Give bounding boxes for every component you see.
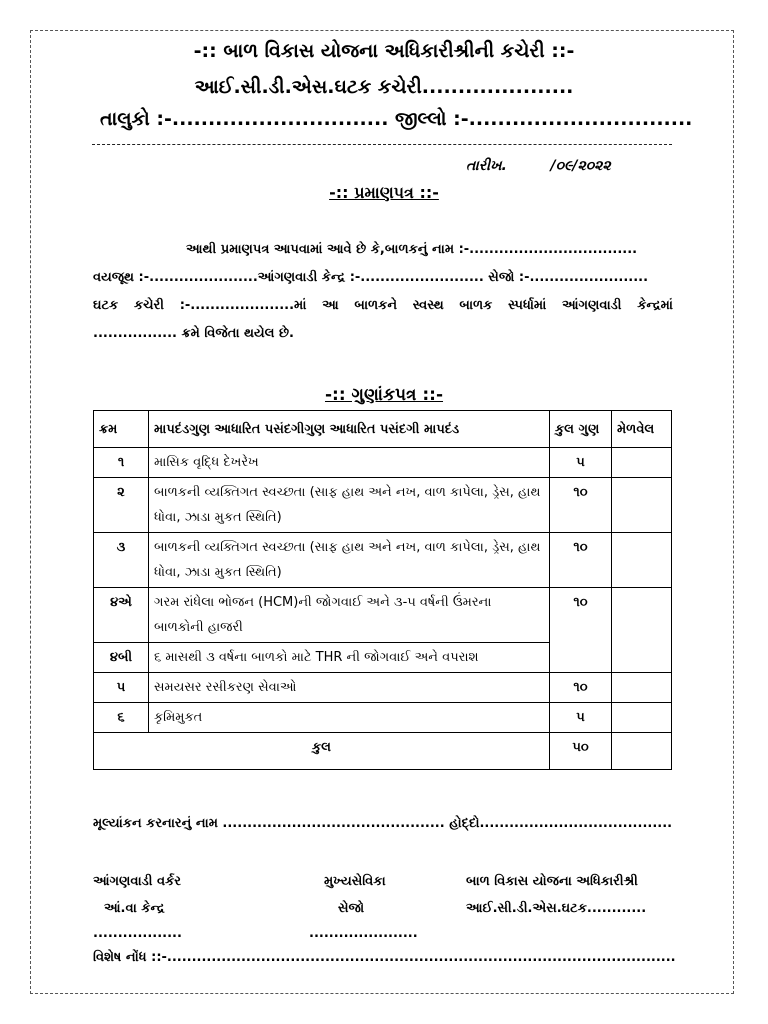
table-row (94, 448, 672, 478)
certificate-heading: -:: પ્રમાણપત્ર ::- (329, 183, 439, 202)
supervisor-sejo: સેજો (338, 901, 365, 916)
table-header-row (94, 411, 672, 448)
row-serial: ૪બી (94, 643, 149, 673)
row-criteria: ગરમ રાંધેલા ભોજન (HCM)ની જોગવાઈ અને ૩-૫ વર્ષની ઉંમરના બાળકોની હાજરી (149, 588, 550, 643)
row-criteria: કૃમિમુકત (149, 703, 550, 733)
row-marks: ૫ (550, 448, 612, 478)
table-row (94, 478, 672, 533)
office-title: -:: બાળ વિકાસ યોજના અધિકારીશ્રીની કચેરી ::- (193, 40, 575, 62)
worker-signature-dots: .................. (93, 926, 182, 941)
date-label: તારીખ. (466, 158, 507, 174)
row-serial: ૪એ (94, 588, 149, 643)
certificate-line-4: ................. ક્રમે વિજેતા થયેલ છે. (93, 326, 294, 341)
row-criteria: ૬ માસથી ૩ વર્ષના બાળકો માટે THR ની જોગવાઈ અને વપરાશ (149, 643, 550, 673)
unit-line: આઈ.સી.ડી.એસ.ઘટક કચેરી..................... (194, 76, 574, 98)
row-serial: ૨ (94, 478, 149, 533)
date-line (466, 158, 611, 174)
total-label: કુલ (94, 733, 550, 770)
table-row (94, 703, 672, 733)
certificate-line-2: વયજૂથ :-......................આંગણવાડી કેન્દ્ર :-......................... સેજો :-........................ (93, 270, 649, 285)
evaluator-line: મૂલ્યાંકન કરનારનું નામ ............................................. હોદ્દો....................................... (93, 816, 673, 831)
row-serial: ૫ (94, 673, 149, 703)
row-obtained-cell[interactable] (612, 673, 672, 703)
col-header-obtained: મેળવેલ (612, 411, 672, 448)
worker-centre: આં.વા કેન્દ્ર (104, 901, 165, 916)
worker-title: આંગણવાડી વર્કર (93, 874, 182, 889)
row-obtained-cell[interactable] (612, 703, 672, 733)
table-total-row (94, 733, 672, 770)
date-value: /૦૯/૨૦૨૨ (550, 158, 611, 174)
supervisor-title: મુખ્યસેવિકા (324, 874, 386, 889)
row-criteria: બાળકની વ્યક્તિગત સ્વચ્છતા (સાફ હાથ અને નખ, વાળ કાપેલા, ડ્રેસ, હાથ ધોવા, ઝાડા મુકત સ્થિતિ) (149, 533, 550, 588)
col-header-total-marks: કુલ ગુણ (550, 411, 612, 448)
row-marks: ૧૦ (550, 673, 612, 703)
special-note-line: વિશેષ નોંધ ::-....................................................................................................... (93, 950, 676, 965)
table-row (94, 673, 672, 703)
row-obtained-cell[interactable] (612, 448, 672, 478)
col-header-criteria: માપદંડગુણ આધારિત પસંદગીગુણ આધારિત પસંદગી માપદંડ (149, 411, 550, 448)
table-row (94, 533, 672, 588)
row-obtained-cell[interactable] (612, 588, 672, 673)
certificate-line-3: ઘટક કચેરી :-.....................માં આ બાળકને સ્વસ્થ બાળક સ્પર્ધામાં આંગણવાડી કેન્દ્રમાં (93, 298, 673, 313)
taluka-district-line: તાલુકો :-.............................. જીલ્લો :-............................... (100, 108, 693, 130)
header-divider (92, 144, 672, 145)
total-marks: ૫૦ (550, 733, 612, 770)
row-serial: ૧ (94, 448, 149, 478)
certificate-line-1: આથી પ્રમાણપત્ર આપવામાં આવે છે કે,બાળકનું નામ :-.................................. (186, 242, 638, 257)
supervisor-signature-dots: ...................... (309, 926, 418, 941)
row-serial: ૩ (94, 533, 149, 588)
row-marks: ૧૦ (550, 588, 612, 673)
row-criteria: માસિક વૃદ્ધિ દેખરેખ (149, 448, 550, 478)
row-criteria: બાળકની વ્યક્તિગત સ્વચ્છતા (સાફ હાથ અને નખ, વાળ કાપેલા, ડ્રેસ, હાથ ધોવા, ઝાડા મુકત સ્થિતિ) (149, 478, 550, 533)
row-serial: ૬ (94, 703, 149, 733)
row-criteria: સમયસર રસીકરણ સેવાઓ (149, 673, 550, 703)
table-row (94, 588, 672, 643)
row-obtained-cell[interactable] (612, 533, 672, 588)
row-marks: ૧૦ (550, 533, 612, 588)
col-header-serial: ક્રમ (94, 411, 149, 448)
row-marks: ૧૦ (550, 478, 612, 533)
gradesheet-table (93, 410, 672, 770)
officer-title: બાળ વિકાસ યોજના અધિકારીશ્રી (466, 874, 638, 889)
total-obtained-cell[interactable] (612, 733, 672, 770)
gradesheet-heading: -:: ગુણાંકપત્ર ::- (324, 385, 444, 405)
officer-unit: આઈ.સી.ડી.એસ.ઘટક............ (466, 901, 647, 916)
row-obtained-cell[interactable] (612, 478, 672, 533)
row-marks: ૫ (550, 703, 612, 733)
